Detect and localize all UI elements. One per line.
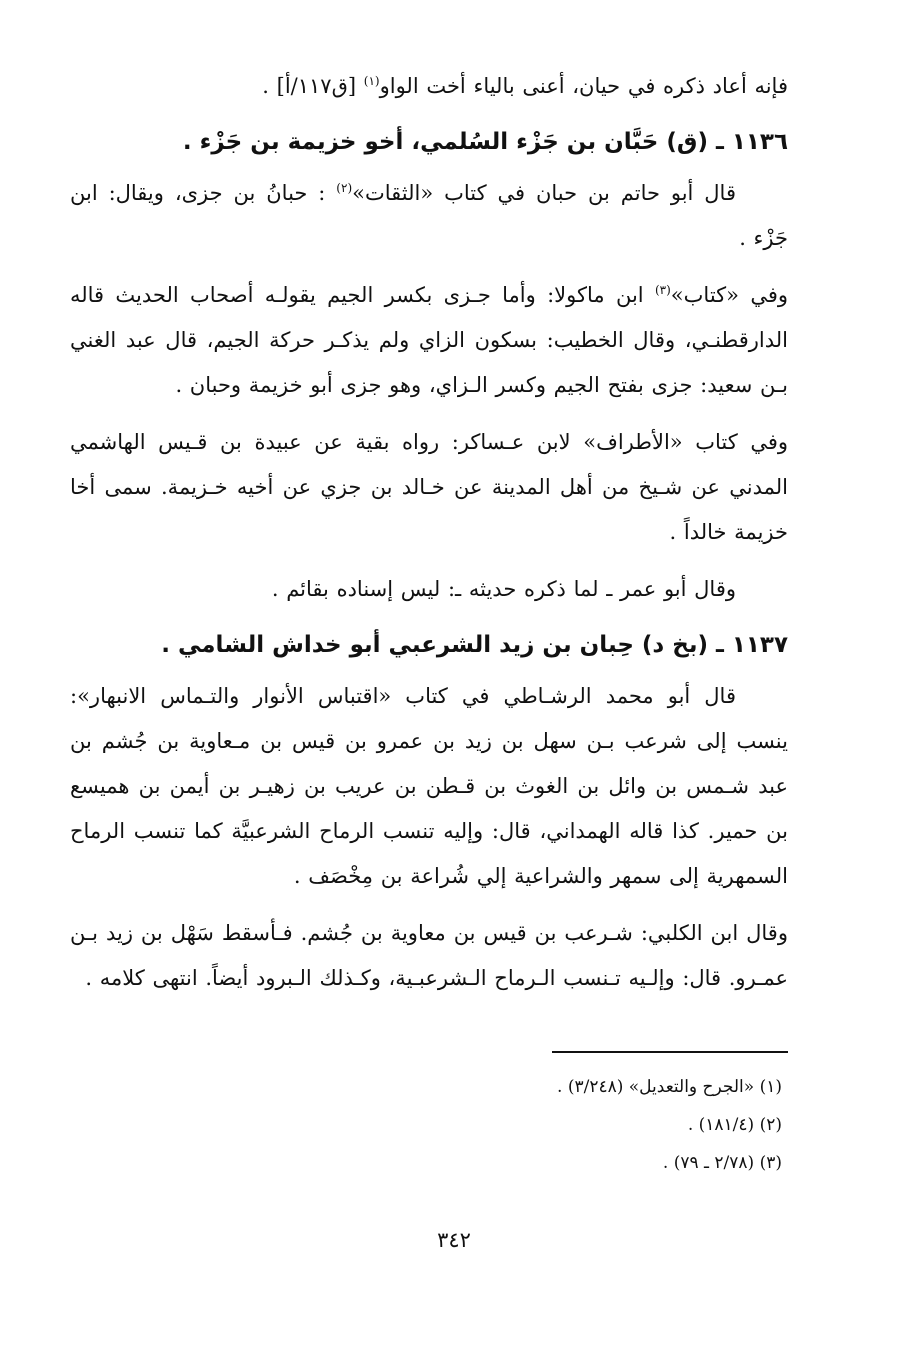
footnote-ref-2[interactable]: (٢) — [336, 181, 353, 195]
entry-1136-para-2 — [70, 273, 788, 408]
entry-1136-para-1-end: : حبانُ بن جزى، ويقال: ابن جَزْء . — [70, 181, 788, 250]
entry-1137-para-2: وقال ابن الكلبي: شـرعب بن قيس بن معاوية بن جُشم. فـأسقط سَهْل بن زيد بـن عمـرو. قال: وإلـيه تـنسب الـرماح الـشرعبـية، وكـذلك الـبرود أيضاً. انتهى كلامه . — [70, 921, 788, 990]
footnote-ref-1[interactable]: (١) — [363, 74, 380, 88]
entry-1136-para-2-text: وفي «كتاب» — [670, 283, 789, 307]
intro-end: [ق١١٧/أ] . — [262, 74, 364, 98]
entry-1136-para-4: وقال أبو عمر ـ لما ذكره حديثه ـ: ليس إسناده بقائم . — [271, 577, 736, 601]
footnote-ref-3[interactable]: (٣) — [654, 283, 671, 297]
footnote-3: (٣) (٢/٧٨ ـ ٧٩) . — [662, 1153, 782, 1173]
footnote-1: (١) «الجرح والتعديل» (٣/٢٤٨) . — [557, 1077, 782, 1097]
entry-1137-heading: ١١٣٧ ـ (بخ د) حِبان بن زيد الشرعبي أبو خداش الشامي . — [161, 632, 788, 658]
page-body — [70, 64, 788, 1013]
intro-text: فإنه أعاد ذكره في حيان، أعنى بالياء أخت الواو — [379, 74, 788, 98]
footnote-divider — [552, 1051, 788, 1053]
entry-1137-para-1: قال أبو محمد الرشـاطي في كتاب «اقتباس الأنوار والتـماس الانبهار»: ينسب إلى شرعب بـن سهل بن زيد بن عمرو بن قيس بن مـعاوية بن جُشم بن عبد شـمس بن وائل بن الغوث بن قـطن بن عريب بن زهيـر بن أيمن بن هميسع بن حمير. كذا قاله الهمداني، قال: وإليه تنسب الرماح الشرعبيَّة كما تنسب الرماح السمهرية إلى سمهر والشراعية إلي شُراعة بن مِخْصَف . — [70, 684, 788, 888]
entry-1136-para-3: وفي كتاب «الأطراف» لابن عـساكر: رواه بقية عن عبيدة بن قـيس الهاشمي المدني عن شـيخ من أهل المدينة عن خـالد بن جزي عن أخيه خـزيمة. سمى أخا خزيمة خالداً . — [70, 430, 788, 544]
footnotes — [70, 1068, 782, 1182]
entry-1136-para-2-end: ابن ماكولا: وأما جـزى بكسر الجيم يقولـه أصحاب الحديث قاله الدارقطنـي، وقال الخطيب: بسكون الزاي ولم يذكـر حركة الجيم، قال عبد الغني بـن سعيد: جزى بفتح الجيم وكسر الـزاي، وهو جزى أبو خزيمة وحبان . — [70, 283, 788, 397]
page-number: ٣٤٢ — [437, 1228, 471, 1252]
intro-paragraph — [70, 64, 788, 109]
footnote-2: (٢) (١٨١/٤) . — [687, 1115, 782, 1135]
entry-1136-para-1 — [70, 171, 788, 261]
entry-1136-para-1-text: قال أبو حاتم بن حبان في كتاب «الثقات» — [352, 181, 736, 205]
entry-1136-heading: ١١٣٦ ـ (ق) حَبَّان بن جَزْء السُلمي، أخو خزيمة بن جَزْء . — [182, 129, 788, 155]
